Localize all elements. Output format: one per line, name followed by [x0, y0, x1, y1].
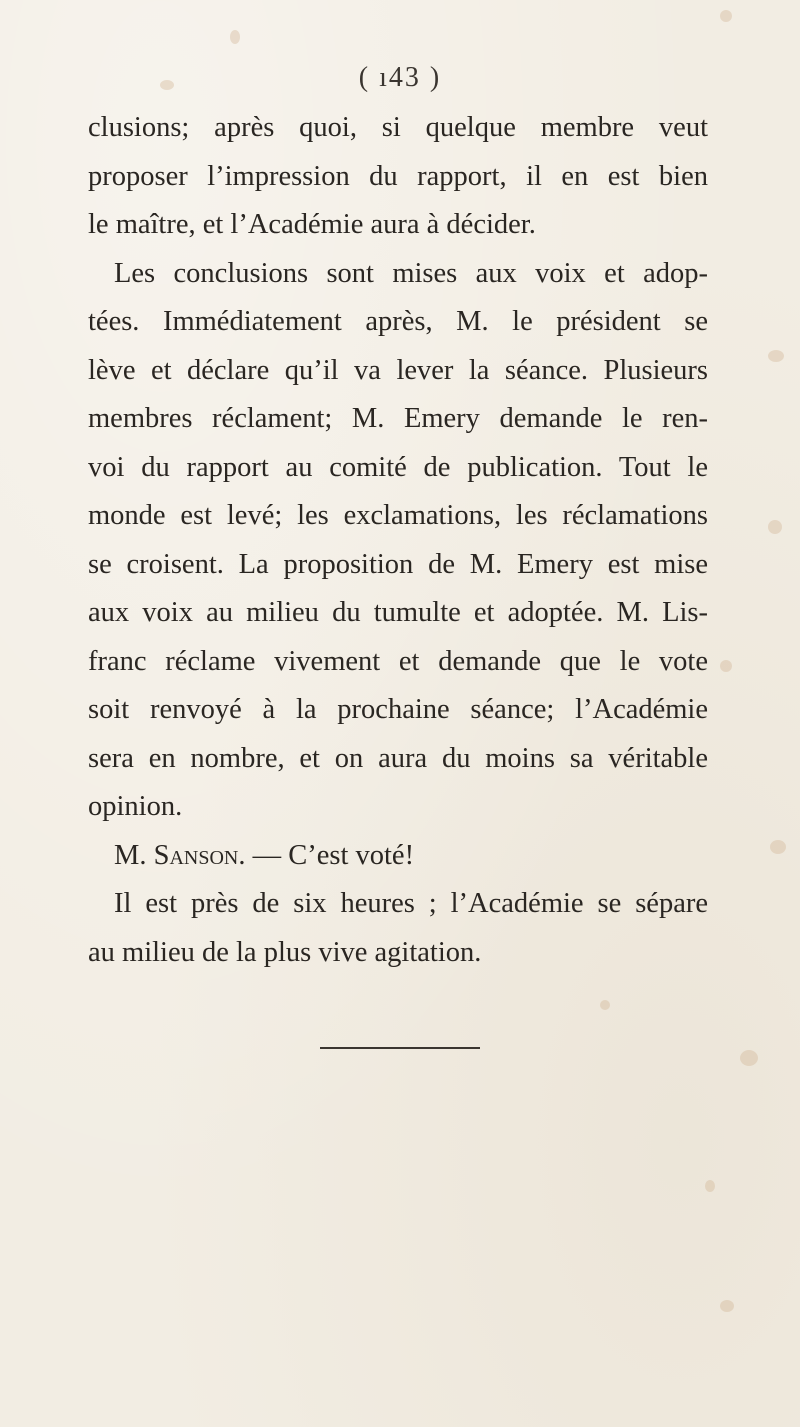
body-text — [88, 104, 708, 977]
foxing-spot — [705, 1180, 715, 1192]
text-line: sera en nombre, et on aura du moins sa véritable — [88, 742, 708, 774]
foxing-spot — [720, 10, 732, 22]
text-line: opinion. — [88, 791, 183, 822]
text-line: membres réclament; M. Emery demande le ren- — [88, 403, 708, 434]
foxing-spot — [720, 1300, 734, 1312]
text-line: au milieu de la plus vive agitation. — [88, 936, 482, 968]
speaker-quote: — C’est voté! — [252, 839, 415, 871]
text-line: monde est levé; les exclamations, les réclamations — [88, 500, 708, 531]
foxing-spot — [740, 1050, 758, 1066]
text-line: Il est près de six heures ; l’Académie se sépare — [114, 888, 708, 919]
speaker-name: M. Sanson. — [114, 839, 246, 871]
foxing-spot — [768, 520, 782, 534]
text-line: tées. Immédiatement après, M. le président se — [88, 306, 708, 337]
text-line: voi du rapport au comité de publication. Tout le — [88, 451, 708, 483]
text-line: proposer l’impression du rapport, il en est bien — [88, 160, 708, 192]
text-line: Les conclusions sont mises aux voix et adop- — [114, 257, 708, 289]
end-rule — [320, 1047, 480, 1049]
text-line: aux voix au milieu du tumulte et adoptée. M. Lis- — [88, 597, 708, 628]
foxing-spot — [770, 840, 786, 854]
page-number: ( ı43 ) — [358, 62, 442, 93]
text-line: le maître, et l’Académie aura à décider. — [88, 209, 536, 240]
foxing-spot — [600, 1000, 610, 1010]
dialogue-line — [88, 832, 708, 881]
text-line: lève et déclare qu’il va lever la séance. Plusieurs — [88, 354, 708, 386]
text-line: franc réclame vivement et demande que le vote — [88, 645, 708, 677]
foxing-spot — [230, 30, 240, 44]
foxing-spot — [720, 660, 732, 672]
foxing-spot — [768, 350, 784, 362]
text-line: clusions; après quoi, si quelque membre veut — [88, 112, 708, 143]
text-line: soit renvoyé à la prochaine séance; l’Académie — [88, 694, 708, 725]
text-line: se croisent. La proposition de M. Emery est mise — [88, 548, 708, 580]
